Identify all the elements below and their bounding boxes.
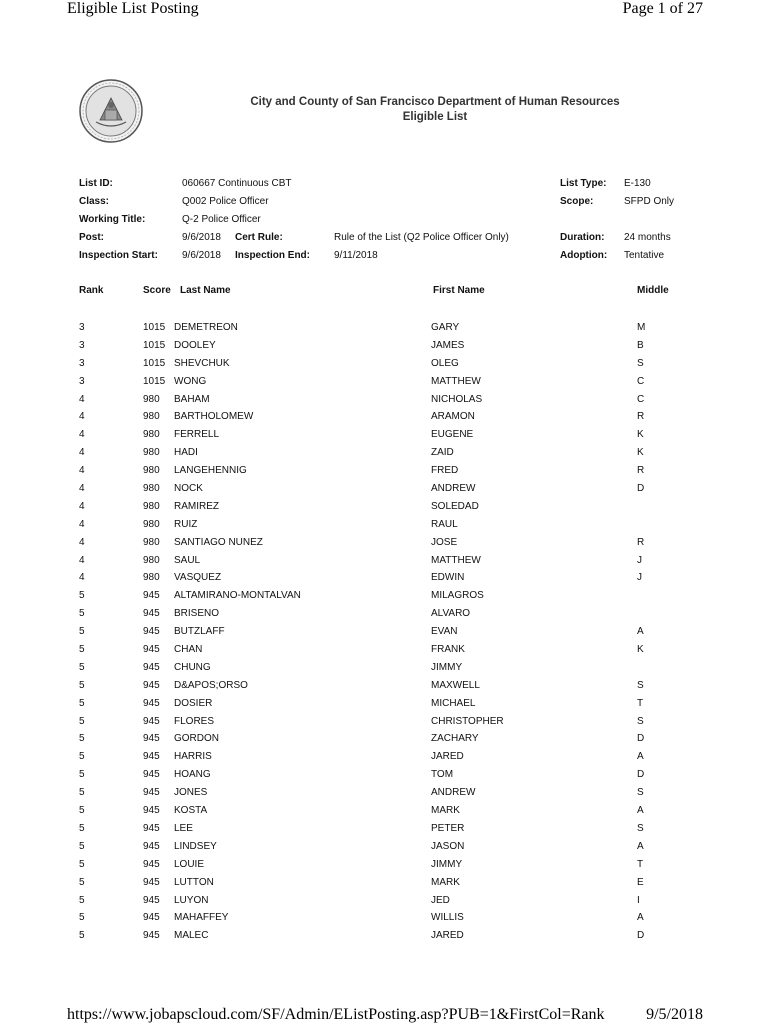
table-row (0, 787, 770, 805)
eligible-list-table (0, 322, 770, 948)
working-title-value: Q-2 Police Officer (182, 214, 261, 225)
middle-initial-cell: D (637, 930, 645, 942)
last-name-cell: SANTIAGO NUNEZ (174, 536, 263, 548)
last-name-cell: LANGEHENNIG (174, 465, 247, 477)
middle-initial-cell: D (637, 733, 645, 745)
score-cell: 945 (143, 769, 160, 781)
rank-cell: 4 (79, 572, 85, 584)
score-cell: 945 (143, 751, 160, 763)
score-cell: 945 (143, 715, 160, 727)
first-name-cell: GARY (431, 322, 460, 333)
table-row (0, 322, 770, 340)
first-name-cell: SOLEDAD (431, 500, 479, 512)
table-row (0, 895, 770, 913)
table-row (0, 680, 770, 698)
list-title: Eligible List (402, 111, 468, 123)
middle-initial-cell: J (637, 572, 642, 584)
inspection-end-value: 9/11/2018 (334, 250, 378, 261)
last-name-cell: DOOLEY (174, 339, 216, 351)
cert-rule-label: Cert Rule: (235, 232, 283, 243)
table-row (0, 537, 770, 555)
last-name-cell: ALTAMIRANO-MONTALVAN (174, 590, 301, 602)
first-name-cell: MAXWELL (431, 679, 480, 691)
middle-initial-cell: S (637, 357, 644, 369)
table-row (0, 626, 770, 644)
rank-cell: 4 (79, 536, 85, 548)
first-name-cell: MARK (431, 805, 460, 817)
middle-initial-cell: T (637, 697, 644, 709)
table-row (0, 733, 770, 751)
score-cell: 980 (143, 393, 160, 405)
table-row (0, 930, 770, 948)
rank-cell: 5 (79, 769, 85, 781)
inspection-start-value: 9/6/2018 (182, 250, 221, 261)
first-name-cell: JASON (431, 840, 465, 852)
last-name-cell: CHAN (174, 644, 203, 656)
middle-initial-cell: E (637, 876, 644, 888)
middle-initial-cell: A (637, 912, 644, 924)
middle-initial-cell: A (637, 626, 644, 638)
inspection-start-label: Inspection Start: (79, 250, 158, 261)
rank-cell: 5 (79, 715, 85, 727)
score-cell: 980 (143, 554, 160, 566)
score-cell: 980 (143, 500, 160, 512)
rank-cell: 5 (79, 930, 85, 942)
first-name-cell: ALVARO (431, 608, 471, 620)
middle-initial-cell: S (637, 787, 644, 799)
rank-cell: 5 (79, 912, 85, 924)
first-name-cell: ARAMON (431, 411, 475, 423)
table-row (0, 841, 770, 859)
first-name-cell: JOSE (431, 536, 458, 548)
last-name-cell: MALEC (174, 930, 209, 942)
last-name-cell: BARTHOLOMEW (174, 411, 254, 423)
duration-label: Duration: (560, 232, 605, 243)
middle-initial-cell: D (637, 483, 645, 495)
first-name-cell: FRED (431, 465, 459, 477)
rank-cell: 5 (79, 679, 85, 691)
table-row (0, 465, 770, 483)
middle-initial-cell: S (637, 715, 644, 727)
table-row (0, 358, 770, 376)
table-row (0, 662, 770, 680)
middle-initial-cell: T (637, 858, 644, 870)
working-title-label: Working Title: (79, 214, 146, 225)
org-title: City and County of San Francisco Department of Human Resources (250, 96, 620, 108)
last-name-cell: HARRIS (174, 751, 212, 763)
list-type-value: E-130 (624, 178, 651, 189)
rank-cell: 5 (79, 805, 85, 817)
table-row (0, 644, 770, 662)
first-name-cell: JIMMY (431, 661, 463, 673)
middle-initial-cell: S (637, 679, 644, 691)
last-name-cell: KOSTA (174, 805, 208, 817)
adoption-value: Tentative (624, 250, 665, 261)
middle-initial-cell: A (637, 840, 644, 852)
score-cell: 980 (143, 411, 160, 423)
table-row (0, 805, 770, 823)
last-name-cell: LUYON (174, 894, 209, 906)
score-cell: 980 (143, 465, 160, 477)
rank-cell: 4 (79, 483, 85, 495)
header-middle: Middle (637, 285, 669, 296)
middle-initial-cell: C (637, 393, 645, 405)
first-name-cell: OLEG (431, 357, 459, 369)
print-page-number: Page 1 of 27 (622, 0, 703, 17)
score-cell: 945 (143, 822, 160, 834)
rank-cell: 5 (79, 858, 85, 870)
score-cell: 980 (143, 483, 160, 495)
first-name-cell: ANDREW (431, 483, 476, 495)
table-row (0, 572, 770, 590)
first-name-cell: JED (431, 894, 450, 906)
rank-cell: 4 (79, 447, 85, 459)
table-row (0, 519, 770, 537)
inspection-end-label: Inspection End: (235, 250, 310, 261)
first-name-cell: WILLIS (431, 912, 464, 924)
middle-initial-cell: K (637, 644, 644, 656)
last-name-cell: DEMETREON (174, 322, 238, 333)
score-cell: 945 (143, 590, 160, 602)
score-cell: 945 (143, 930, 160, 942)
rank-cell: 4 (79, 429, 85, 441)
rank-cell: 4 (79, 518, 85, 530)
last-name-cell: BAHAM (174, 393, 210, 405)
table-row (0, 859, 770, 877)
first-name-cell: ANDREW (431, 787, 476, 799)
middle-initial-cell: K (637, 429, 644, 441)
score-cell: 945 (143, 787, 160, 799)
middle-initial-cell: R (637, 536, 645, 548)
score-cell: 945 (143, 858, 160, 870)
first-name-cell: MATTHEW (431, 554, 481, 566)
score-cell: 980 (143, 518, 160, 530)
score-cell: 945 (143, 661, 160, 673)
rank-cell: 4 (79, 554, 85, 566)
rank-cell: 5 (79, 840, 85, 852)
table-row (0, 447, 770, 465)
last-name-cell: FERRELL (174, 429, 220, 441)
rank-cell: 5 (79, 590, 85, 602)
first-name-cell: EDWIN (431, 572, 465, 584)
header-score: Score (143, 285, 171, 296)
first-name-cell: EUGENE (431, 429, 474, 441)
last-name-cell: FLORES (174, 715, 215, 727)
middle-initial-cell: J (637, 554, 642, 566)
score-cell: 980 (143, 447, 160, 459)
table-row (0, 698, 770, 716)
score-cell: 945 (143, 876, 160, 888)
duration-value: 24 months (624, 232, 671, 243)
rank-cell: 5 (79, 822, 85, 834)
middle-initial-cell: A (637, 751, 644, 763)
middle-initial-cell: R (637, 411, 645, 423)
first-name-cell: JARED (431, 930, 464, 942)
last-name-cell: JONES (174, 787, 208, 799)
score-cell: 980 (143, 429, 160, 441)
rank-cell: 3 (79, 322, 85, 333)
last-name-cell: DOSIER (174, 697, 213, 709)
adoption-label: Adoption: (560, 250, 608, 261)
rank-cell: 3 (79, 339, 85, 351)
table-row (0, 823, 770, 841)
header-last-name: Last Name (180, 285, 231, 296)
first-name-cell: JARED (431, 751, 464, 763)
rank-cell: 3 (79, 357, 85, 369)
table-row (0, 501, 770, 519)
table-row (0, 340, 770, 358)
first-name-cell: MATTHEW (431, 375, 481, 387)
last-name-cell: LINDSEY (174, 840, 217, 852)
last-name-cell: SHEVCHUK (174, 357, 230, 369)
last-name-cell: WONG (174, 375, 207, 387)
score-cell: 945 (143, 733, 160, 745)
first-name-cell: JIMMY (431, 858, 463, 870)
rank-cell: 4 (79, 465, 85, 477)
last-name-cell: LUTTON (174, 876, 214, 888)
table-row (0, 394, 770, 412)
last-name-cell: BRISENO (174, 608, 220, 620)
scope-value: SFPD Only (624, 196, 675, 207)
rank-cell: 5 (79, 876, 85, 888)
table-row (0, 411, 770, 429)
score-cell: 945 (143, 697, 160, 709)
last-name-cell: SAUL (174, 554, 201, 566)
middle-initial-cell: D (637, 769, 645, 781)
first-name-cell: MILAGROS (431, 590, 484, 602)
rank-cell: 4 (79, 411, 85, 423)
first-name-cell: MARK (431, 876, 460, 888)
list-type-label: List Type: (560, 178, 607, 189)
last-name-cell: LEE (174, 822, 193, 834)
first-name-cell: TOM (431, 769, 454, 781)
score-cell: 1015 (143, 357, 166, 369)
middle-initial-cell: S (637, 822, 644, 834)
last-name-cell: D&APOS;ORSO (174, 679, 248, 691)
rank-cell: 3 (79, 375, 85, 387)
rank-cell: 5 (79, 644, 85, 656)
rank-cell: 5 (79, 608, 85, 620)
middle-initial-cell: R (637, 465, 645, 477)
score-cell: 945 (143, 912, 160, 924)
rank-cell: 5 (79, 751, 85, 763)
last-name-cell: HOANG (174, 769, 211, 781)
last-name-cell: GORDON (174, 733, 219, 745)
middle-initial-cell: K (637, 447, 644, 459)
first-name-cell: CHRISTOPHER (431, 715, 504, 727)
rank-cell: 4 (79, 393, 85, 405)
middle-initial-cell: C (637, 375, 645, 387)
last-name-cell: BUTZLAFF (174, 626, 225, 638)
first-name-cell: MICHAEL (431, 697, 476, 709)
rank-cell: 5 (79, 787, 85, 799)
table-row (0, 716, 770, 734)
print-url: https://www.jobapscloud.com/SF/Admin/EListPosting.asp?PUB=1&FirstCol=Rank (67, 1006, 605, 1023)
table-row (0, 590, 770, 608)
middle-initial-cell: B (637, 339, 644, 351)
last-name-cell: HADI (174, 447, 198, 459)
score-cell: 945 (143, 805, 160, 817)
class-value: Q002 Police Officer (182, 196, 269, 207)
header-rank: Rank (79, 285, 104, 296)
rank-cell: 5 (79, 894, 85, 906)
table-row (0, 555, 770, 573)
table-row (0, 769, 770, 787)
table-row (0, 751, 770, 769)
score-cell: 1015 (143, 375, 166, 387)
score-cell: 980 (143, 536, 160, 548)
first-name-cell: RAUL (431, 518, 458, 530)
last-name-cell: RUIZ (174, 518, 198, 530)
print-date: 9/5/2018 (646, 1006, 703, 1023)
score-cell: 945 (143, 894, 160, 906)
post-value: 9/6/2018 (182, 232, 221, 243)
scope-label: Scope: (560, 196, 594, 207)
list-id-label: List ID: (79, 178, 113, 189)
last-name-cell: RAMIREZ (174, 500, 219, 512)
middle-initial-cell: I (637, 894, 640, 906)
last-name-cell: LOUIE (174, 858, 205, 870)
table-row (0, 483, 770, 501)
list-id-value: 060667 Continuous CBT (182, 178, 292, 189)
middle-initial-cell: A (637, 805, 644, 817)
score-cell: 945 (143, 679, 160, 691)
score-cell: 945 (143, 626, 160, 638)
first-name-cell: JAMES (431, 339, 465, 351)
score-cell: 945 (143, 608, 160, 620)
rank-cell: 5 (79, 697, 85, 709)
table-row (0, 877, 770, 895)
table-row (0, 376, 770, 394)
last-name-cell: VASQUEZ (174, 572, 222, 584)
table-row (0, 429, 770, 447)
class-label: Class: (79, 196, 110, 207)
score-cell: 1015 (143, 339, 166, 351)
print-page-title: Eligible List Posting (67, 0, 199, 17)
last-name-cell: NOCK (174, 483, 203, 495)
first-name-cell: ZAID (431, 447, 454, 459)
last-name-cell: CHUNG (174, 661, 211, 673)
middle-initial-cell: M (637, 322, 646, 333)
first-name-cell: EVAN (431, 626, 458, 638)
rank-cell: 5 (79, 733, 85, 745)
last-name-cell: MAHAFFEY (174, 912, 229, 924)
first-name-cell: ZACHARY (431, 733, 479, 745)
score-cell: 945 (143, 644, 160, 656)
cert-rule-value: Rule of the List (Q2 Police Officer Only) (334, 232, 509, 243)
rank-cell: 5 (79, 626, 85, 638)
score-cell: 945 (143, 840, 160, 852)
city-seal-icon (78, 78, 144, 144)
score-cell: 1015 (143, 322, 166, 333)
rank-cell: 4 (79, 500, 85, 512)
post-label: Post: (79, 232, 104, 243)
first-name-cell: PETER (431, 822, 465, 834)
table-row (0, 912, 770, 930)
first-name-cell: FRANK (431, 644, 465, 656)
score-cell: 980 (143, 572, 160, 584)
first-name-cell: NICHOLAS (431, 393, 483, 405)
table-row (0, 608, 770, 626)
header-first-name: First Name (433, 285, 485, 296)
rank-cell: 5 (79, 661, 85, 673)
